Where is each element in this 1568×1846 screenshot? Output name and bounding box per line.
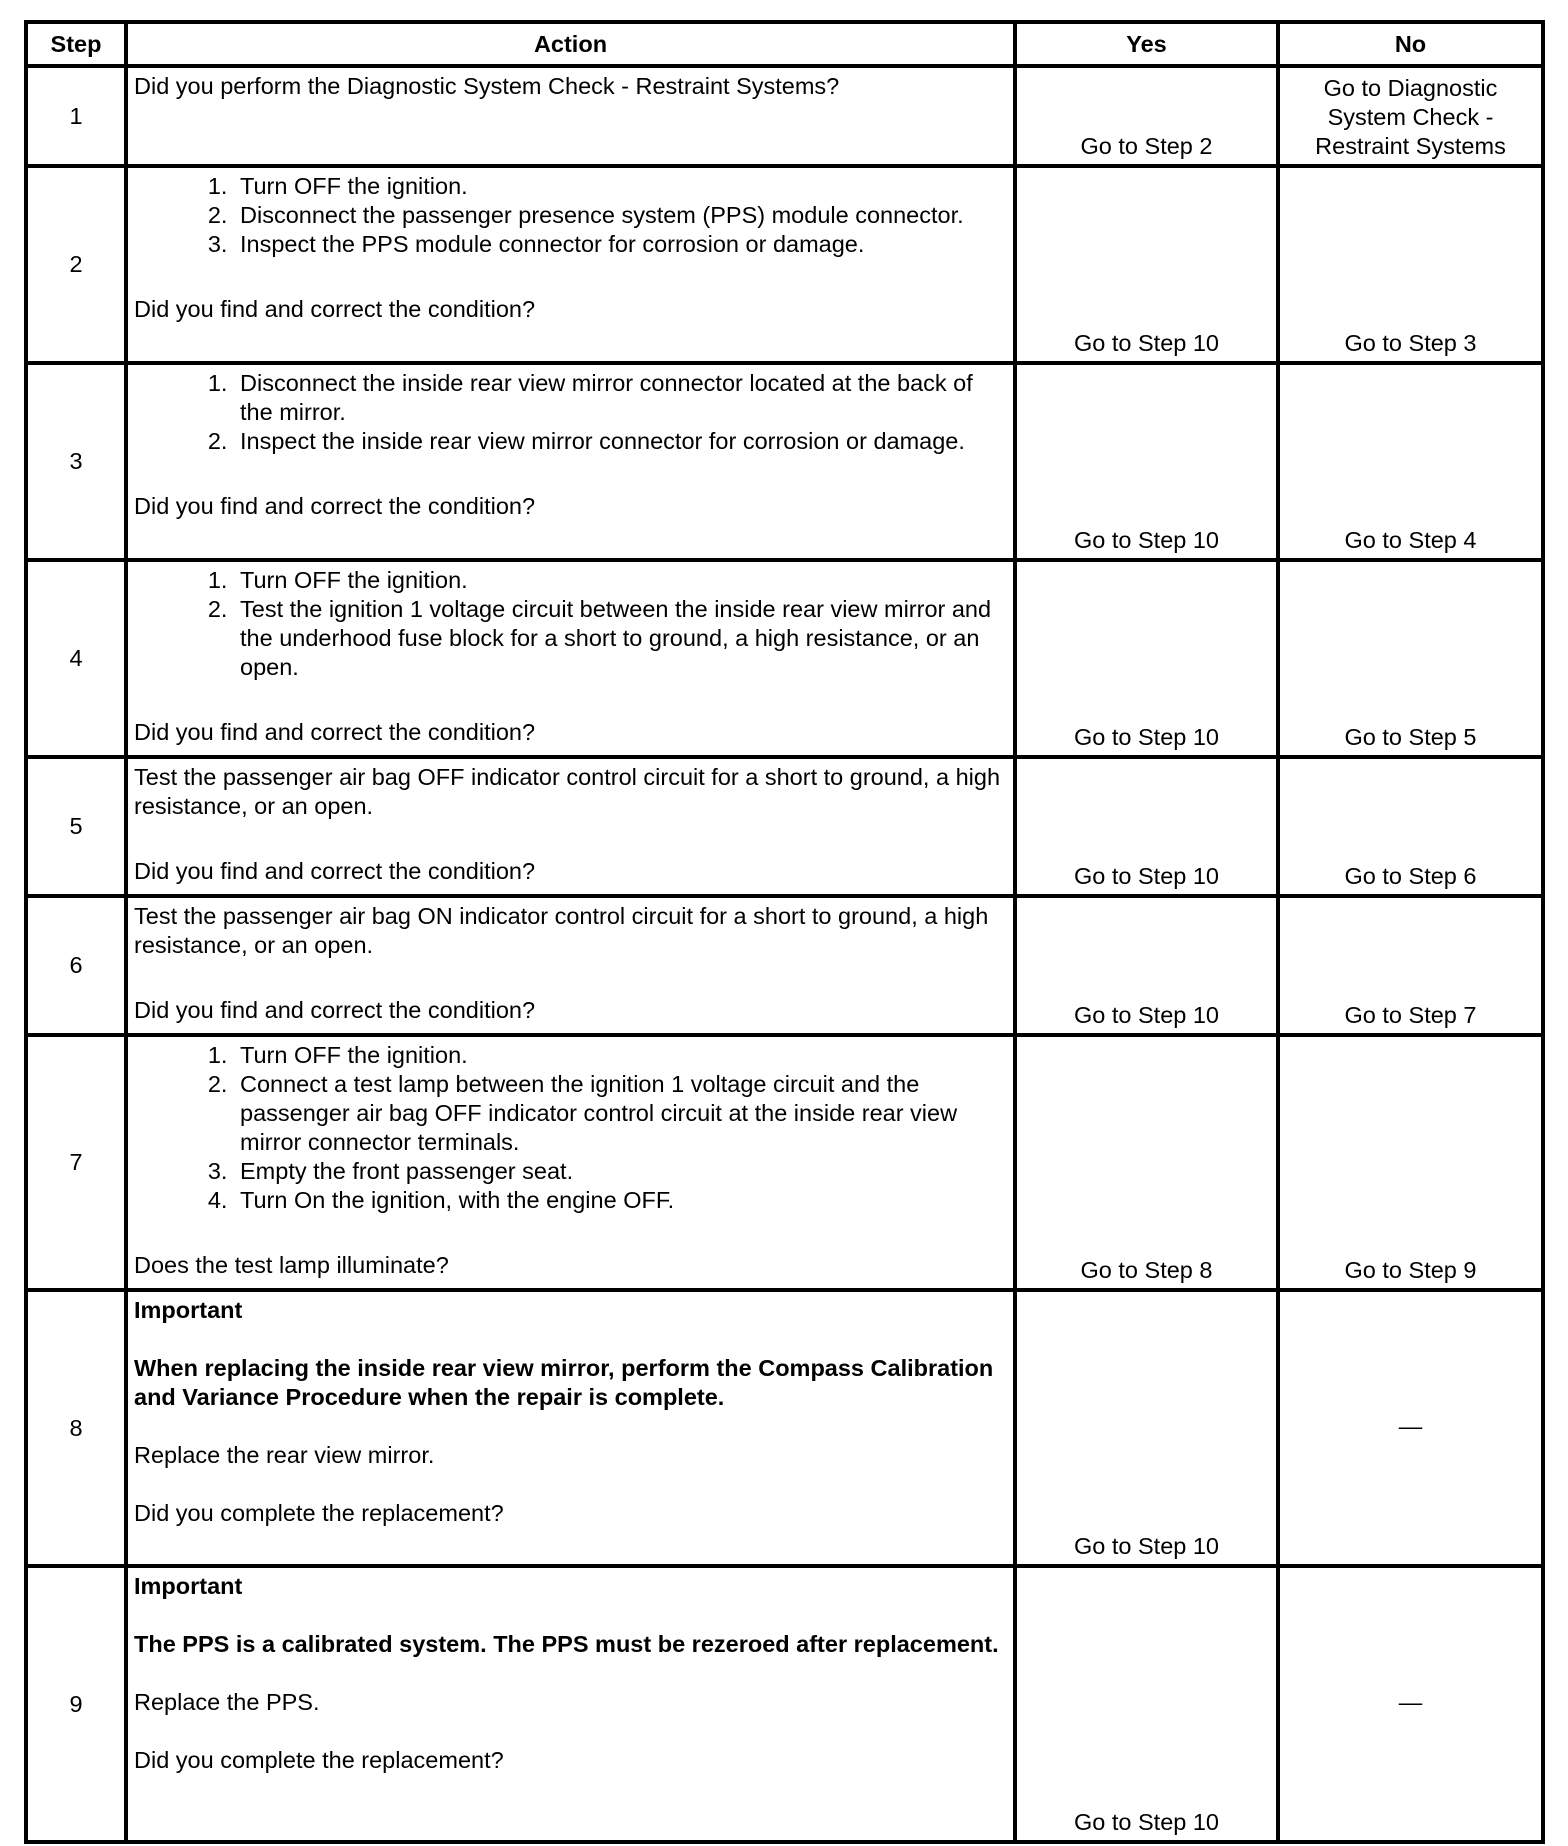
header-yes: Yes: [1015, 22, 1278, 66]
action-cell: [126, 1290, 1015, 1566]
substep: 4. Turn On the ignition, with the engine OFF.: [234, 1186, 1007, 1215]
action-cell: [126, 1035, 1015, 1290]
yes-cell: Go to Step 8: [1015, 1035, 1278, 1290]
step-number: 8: [26, 1290, 126, 1566]
action-cell: [126, 166, 1015, 363]
important-note: The PPS is a calibrated system. The PPS must be rezeroed after replacement.: [134, 1631, 999, 1657]
step-number: 2: [26, 166, 126, 363]
table-row: [26, 363, 1543, 560]
action-question: Did you complete the replacement?: [134, 1747, 504, 1773]
no-cell: Go to Step 9: [1278, 1035, 1543, 1290]
step-number: 9: [26, 1566, 126, 1842]
substep: 2. Connect a test lamp between the ignition 1 voltage circuit and the passenger air bag OFF indicator control circuit at the inside rear view mirror connector terminals.: [234, 1070, 1007, 1157]
substep: 2. Disconnect the passenger presence system (PPS) module connector.: [234, 201, 1007, 230]
substep: 2. Test the ignition 1 voltage circuit between the inside rear view mirror and the underhood fuse block for a short to ground, a high resistance, or an open.: [234, 595, 1007, 682]
yes-cell: Go to Step 10: [1015, 560, 1278, 757]
action-intro: Did you perform the Diagnostic System Check - Restraint Systems?: [134, 73, 840, 99]
important-title: Important: [134, 1573, 243, 1599]
table-row: [26, 896, 1543, 1035]
table-row: [26, 1035, 1543, 1290]
table-row: [26, 757, 1543, 896]
diagnostic-table: [24, 20, 1545, 1844]
substep-list: [134, 172, 1007, 259]
action-cell: [126, 363, 1015, 560]
action-question: Did you find and correct the condition?: [134, 493, 536, 519]
action-question: Did you find and correct the condition?: [134, 858, 536, 884]
important-title: Important: [134, 1297, 243, 1323]
yes-cell: Go to Step 10: [1015, 1566, 1278, 1842]
no-cell: Go to Step 6: [1278, 757, 1543, 896]
step-number: 3: [26, 363, 126, 560]
step-number: 4: [26, 560, 126, 757]
action-cell: [126, 560, 1015, 757]
action-cell: [126, 66, 1015, 166]
no-cell: Go to Step 3: [1278, 166, 1543, 363]
yes-cell: Go to Step 10: [1015, 166, 1278, 363]
table-row: [26, 166, 1543, 363]
yes-cell: Go to Step 10: [1015, 896, 1278, 1035]
action-question: Did you find and correct the condition?: [134, 997, 536, 1023]
action-question: Did you find and correct the condition?: [134, 719, 536, 745]
substep: 3. Inspect the PPS module connector for corrosion or damage.: [234, 230, 1007, 259]
table-row: [26, 1566, 1543, 1842]
no-cell: —: [1278, 1566, 1543, 1842]
substep: 1. Disconnect the inside rear view mirror connector located at the back of the mirror.: [234, 369, 1007, 427]
action-question: Did you find and correct the condition?: [134, 296, 536, 322]
substep-list: [134, 369, 1007, 456]
table-row: [26, 1290, 1543, 1566]
step-number: 1: [26, 66, 126, 166]
action-text: Replace the PPS.: [134, 1689, 320, 1715]
substep-list: [134, 1041, 1007, 1215]
yes-cell: Go to Step 10: [1015, 757, 1278, 896]
substep: 2. Inspect the inside rear view mirror connector for corrosion or damage.: [234, 427, 1007, 456]
step-number: 7: [26, 1035, 126, 1290]
no-cell: Go to Step 4: [1278, 363, 1543, 560]
action-cell: [126, 1566, 1015, 1842]
header-step: Step: [26, 22, 126, 66]
substep-list: [134, 566, 1007, 682]
no-cell: Go to Step 5: [1278, 560, 1543, 757]
header-action: Action: [126, 22, 1015, 66]
action-cell: [126, 896, 1015, 1035]
table-row: [26, 560, 1543, 757]
step-number: 5: [26, 757, 126, 896]
substep: 3. Empty the front passenger seat.: [234, 1157, 1007, 1186]
no-cell: Go to Diagnostic System Check - Restraint Systems: [1278, 66, 1543, 166]
no-cell: Go to Step 7: [1278, 896, 1543, 1035]
substep: 1. Turn OFF the ignition.: [234, 172, 1007, 201]
substep: 1. Turn OFF the ignition.: [234, 1041, 1007, 1070]
action-intro: Test the passenger air bag OFF indicator control circuit for a short to ground, a high resistance, or an open.: [134, 764, 1001, 819]
important-note: When replacing the inside rear view mirror, perform the Compass Calibration and Variance Procedure when the repair is complete.: [134, 1355, 994, 1410]
action-intro: Test the passenger air bag ON indicator control circuit for a short to ground, a high resistance, or an open.: [134, 903, 989, 958]
header-row: [26, 22, 1543, 66]
step-number: 6: [26, 896, 126, 1035]
yes-cell: Go to Step 2: [1015, 66, 1278, 166]
no-cell: —: [1278, 1290, 1543, 1566]
header-no: No: [1278, 22, 1543, 66]
action-question: Did you complete the replacement?: [134, 1500, 504, 1526]
substep: 1. Turn OFF the ignition.: [234, 566, 1007, 595]
yes-cell: Go to Step 10: [1015, 363, 1278, 560]
yes-cell: Go to Step 10: [1015, 1290, 1278, 1566]
table-row: [26, 66, 1543, 166]
action-text: Replace the rear view mirror.: [134, 1442, 435, 1468]
action-question: Does the test lamp illuminate?: [134, 1252, 449, 1278]
action-cell: [126, 757, 1015, 896]
